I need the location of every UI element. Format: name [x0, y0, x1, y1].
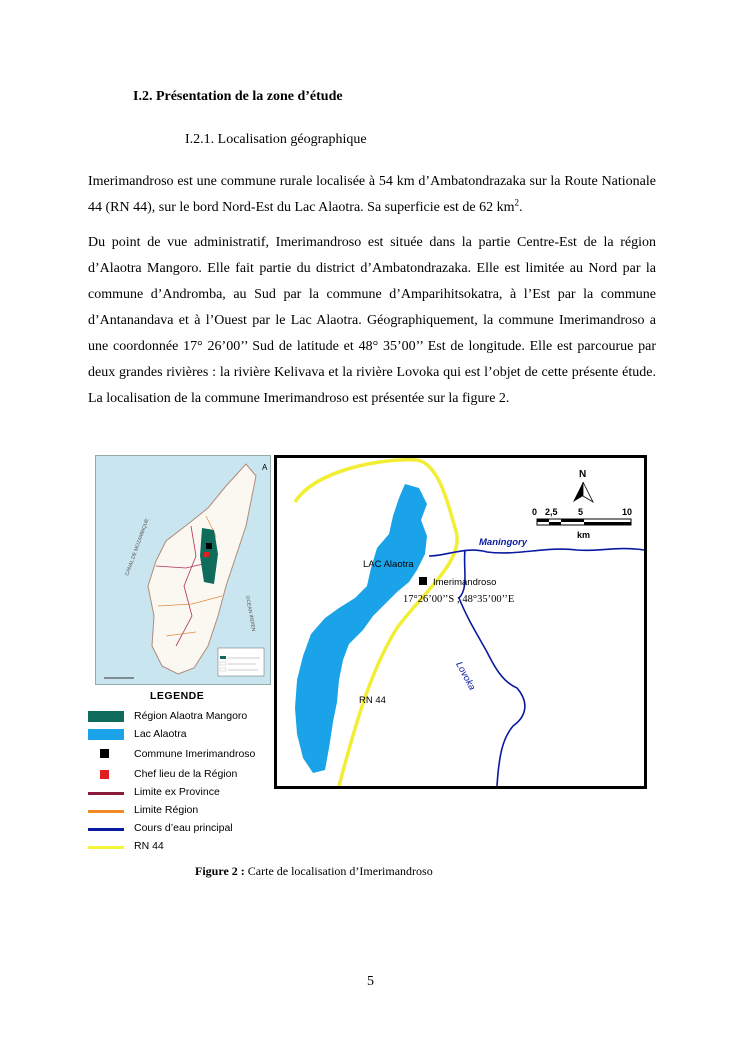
location-map-svg — [277, 458, 644, 786]
map-legend — [88, 708, 288, 856]
lac-alaotra — [295, 484, 427, 773]
location-map — [274, 455, 647, 789]
scale-tick-10: 10 — [622, 507, 633, 517]
legend-label: Cours d’eau principal — [134, 822, 233, 834]
legend-line-road — [88, 846, 124, 849]
inset-sea-west: CANAL DE MOZAMBIQUE — [124, 517, 151, 577]
paragraph-1-end: . — [519, 200, 523, 215]
legend-swatch-lake — [88, 729, 124, 740]
scale-tick-2-5: 2,5 — [545, 507, 558, 517]
scale-bar — [537, 519, 631, 525]
madagascar-inset-map — [95, 455, 271, 685]
legend-item — [88, 820, 288, 838]
page-number: 5 — [367, 974, 374, 989]
paragraph-2: Du point de vue administratif, Imerimandroso est située dans la partie Centre-Est de la région d’Alaotra Mangoro. Elle fait partie du district d’Ambatondrazaka. Elle est limitée au Nord par la commune d’Andromba, au Sud par la commune d’Amparihitsokatra, à l’Est par la commune d’Antanandava et à l’Ouest par le Lac Alaotra. Géographiquement, la commune Imerimandroso a une coordonnée 17° 26’00’’ Sud de latitude et 48° 35’00’’ Est de longitude. Elle est parcourue par deux grandes rivières : la rivière Kelivava et la rivière Lovoka qui est l’objet de cette présente étude. La localisation de la commune Imerimandroso est présentée sur la figure 2. — [88, 235, 656, 406]
paragraph-1 — [88, 169, 656, 221]
coordinates-label: 17°26’00’’S ; 48°35’00’’E — [403, 594, 515, 605]
legend-label: Limite Région — [134, 804, 199, 816]
imerimandroso-marker — [419, 577, 427, 585]
legend-line-province — [88, 792, 124, 795]
figure-caption — [195, 864, 433, 879]
north-label: N — [579, 469, 587, 480]
scale-tick-5: 5 — [578, 507, 584, 517]
section-heading: I.2. Présentation de la zone d’étude — [133, 89, 343, 104]
legend-label: Limite ex Province — [134, 786, 220, 798]
legend-swatch-region — [88, 711, 124, 722]
legend-label: Chef lieu de la Région — [134, 768, 238, 780]
inset-sea-east: OCEAN INDIEN — [244, 595, 257, 632]
caption-text: Carte de localisation d’Imerimandroso — [244, 864, 433, 878]
legend-item — [88, 708, 288, 726]
caption-label: Figure 2 : — [195, 864, 245, 878]
legend-item — [88, 744, 288, 766]
subsection-heading: I.2.1. Localisation géographique — [185, 132, 367, 147]
maningory-label: Maningory — [479, 537, 528, 548]
legend-label: Lac Alaotra — [134, 728, 187, 740]
inset-north-arrow: A — [262, 463, 268, 472]
town-label: Imerimandroso — [433, 577, 497, 588]
lovoka-label: Lovoka — [453, 660, 478, 693]
legend-item — [88, 766, 288, 784]
superscript: 2 — [514, 197, 520, 208]
scale-unit: km — [577, 530, 591, 540]
legend-label: Commune Imerimandroso — [134, 748, 256, 760]
legend-title: LEGENDE — [150, 690, 205, 702]
legend-label: Région Alaotra Mangoro — [134, 710, 248, 722]
legend-swatch-capital — [100, 770, 109, 779]
inset-capital-marker — [204, 552, 209, 557]
inset-svg — [96, 456, 270, 684]
legend-item — [88, 802, 288, 820]
legend-swatch-commune — [100, 749, 109, 758]
maningory-river — [429, 549, 644, 556]
legend-item — [88, 838, 288, 856]
inset-commune-marker — [206, 543, 212, 549]
rn44-label: RN 44 — [359, 695, 386, 706]
lake-label: LAC Alaotra — [363, 559, 414, 570]
legend-item — [88, 726, 288, 744]
scale-tick-0: 0 — [532, 507, 538, 517]
paragraph-1-text: Imerimandroso est une commune rurale localisée à 54 km d’Ambatondrazaka sur la Route Nationale 44 (RN 44), sur le bord Nord-Est du Lac Alaotra. Sa superficie est de 62 km — [88, 174, 656, 215]
legend-label: RN 44 — [134, 840, 164, 852]
legend-line-river — [88, 828, 124, 831]
legend-line-region — [88, 810, 124, 813]
legend-item — [88, 784, 288, 802]
